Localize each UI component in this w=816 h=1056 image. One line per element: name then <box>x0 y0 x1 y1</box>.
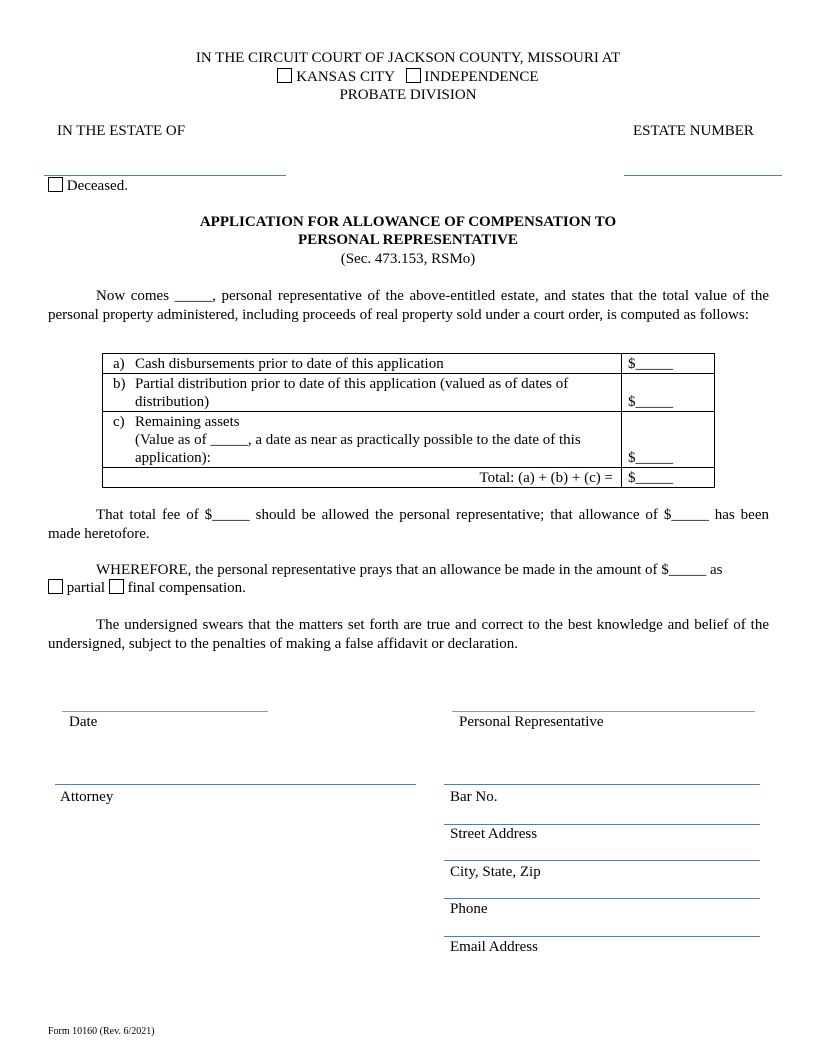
form-title-line2: PERSONAL REPRESENTATIVE <box>298 232 518 248</box>
city-state-zip-label: City, State, Zip <box>450 864 541 880</box>
bar-number-label: Bar No. <box>450 789 498 805</box>
row-b-description <box>103 374 622 412</box>
personal-representative-name-blank[interactable]: _____ <box>174 288 213 304</box>
intro-paragraph <box>48 287 769 325</box>
oath-paragraph: The undersigned swears that the matters set forth are true and correct to the best knowledge and belief of the undersigned, subject to the penalties of making a false affidavit or declaration. <box>48 617 769 652</box>
independence-label: INDEPENDENCE <box>424 69 539 85</box>
row-c-text: Remaining assets <box>135 414 240 430</box>
deceased-row <box>48 177 128 195</box>
division-heading: PROBATE DIVISION <box>339 87 477 103</box>
row-c-description <box>103 412 622 468</box>
row-a-amount[interactable]: $_____ <box>622 354 715 374</box>
final-label: final compensation. <box>127 580 246 596</box>
table-row <box>103 354 715 374</box>
phone-line[interactable] <box>444 898 760 899</box>
bar-number-line[interactable] <box>444 784 760 785</box>
wherefore-paragraph: WHEREFORE, the personal representative prays that an allowance be made in the amount of $_____ as <box>96 562 723 578</box>
court-heading: IN THE CIRCUIT COURT OF JACKSON COUNTY, MISSOURI AT <box>195 50 621 66</box>
date-signature-line[interactable] <box>62 711 268 712</box>
statute-reference: (Sec. 473.153, RSMo) <box>340 251 476 267</box>
estate-of-label: IN THE ESTATE OF <box>57 123 186 139</box>
row-b-text: Partial distribution prior to date of this application (valued as of dates of distribution) <box>135 376 569 410</box>
street-address-line[interactable] <box>444 824 760 825</box>
total-label: Total: (a) + (b) + (c) = <box>103 468 622 488</box>
deceased-checkbox[interactable] <box>48 177 63 192</box>
row-a-label: a) <box>113 356 125 372</box>
final-checkbox[interactable] <box>109 579 124 594</box>
compensation-type-row <box>48 579 246 598</box>
intro-suffix: , personal representative of the above-entitled estate, and states that the total value of the personal property administered, including proceeds of real property sold under a court order, is computed as follows: <box>48 288 769 323</box>
phone-label: Phone <box>450 901 488 917</box>
form-number: Form 10160 (Rev. 6/2021) <box>48 1026 155 1037</box>
email-label: Email Address <box>450 939 538 955</box>
computation-table <box>102 353 715 488</box>
location-options <box>0 68 816 86</box>
table-row <box>103 468 715 488</box>
fee-paragraph: That total fee of $_____ should be allowed the personal representative; that allowance of $_____ has been made heretofore. <box>48 507 769 542</box>
form-title-line1: APPLICATION FOR ALLOWANCE OF COMPENSATION TO <box>199 214 617 230</box>
table-row <box>103 412 715 468</box>
city-state-zip-line[interactable] <box>444 860 760 861</box>
row-b-amount[interactable]: $_____ <box>622 374 715 412</box>
partial-checkbox[interactable] <box>48 579 63 594</box>
street-address-label: Street Address <box>450 826 538 842</box>
row-c-amount[interactable]: $_____ <box>622 412 715 468</box>
personal-representative-label: Personal Representative <box>459 714 604 730</box>
personal-representative-signature-line[interactable] <box>452 711 755 712</box>
estate-number-label: ESTATE NUMBER <box>633 123 754 139</box>
date-label: Date <box>69 714 98 730</box>
row-a-description <box>103 354 622 374</box>
estate-number-field[interactable] <box>624 175 782 176</box>
intro-prefix: Now comes <box>96 288 175 304</box>
kansas-city-checkbox[interactable] <box>277 68 292 83</box>
row-c-label: c) <box>113 414 125 430</box>
total-amount[interactable]: $_____ <box>622 468 715 488</box>
independence-checkbox[interactable] <box>406 68 421 83</box>
row-c-subtext: (Value as of _____, a date as near as practically possible to the date of this application): <box>135 432 581 466</box>
estate-name-field[interactable] <box>44 175 286 176</box>
kansas-city-label: KANSAS CITY <box>296 69 395 85</box>
attorney-signature-line[interactable] <box>55 784 416 785</box>
row-b-label: b) <box>113 376 126 392</box>
partial-label: partial <box>66 580 106 596</box>
row-a-text: Cash disbursements prior to date of this application <box>135 356 444 372</box>
deceased-label: Deceased. <box>66 178 128 194</box>
attorney-label: Attorney <box>60 789 114 805</box>
email-line[interactable] <box>444 936 760 937</box>
table-row <box>103 374 715 412</box>
